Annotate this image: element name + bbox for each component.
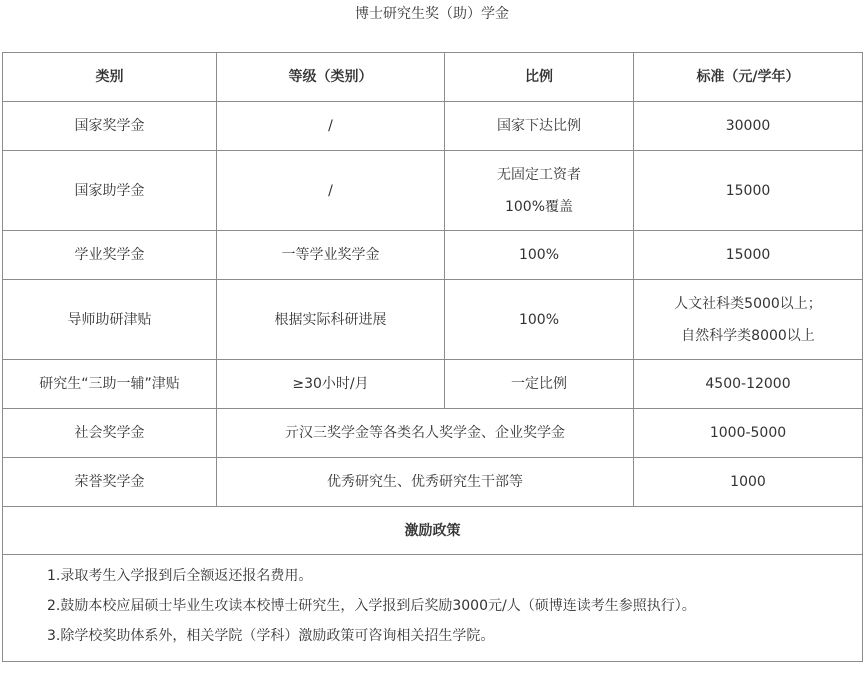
cell-standard: 15000 bbox=[634, 151, 863, 231]
cell-category: 国家奖学金 bbox=[3, 102, 217, 151]
cell-merged: 亓汉三奖学金等各类名人奖学金、企业奖学金 bbox=[217, 409, 634, 458]
cell-ratio: 100% bbox=[445, 280, 634, 360]
table-row bbox=[3, 409, 863, 458]
table-row bbox=[3, 151, 863, 231]
cell-standard bbox=[634, 280, 863, 360]
page-title: 博士研究生奖（助）学金 bbox=[355, 6, 509, 22]
table-row bbox=[3, 280, 863, 360]
table-row bbox=[3, 458, 863, 507]
cell-standard-line: 人文社科类5000以上； bbox=[674, 295, 822, 312]
cell-merged: 优秀研究生、优秀研究生干部等 bbox=[217, 458, 634, 507]
header-category: 类别 bbox=[3, 53, 217, 102]
cell-standard: 1000 bbox=[634, 458, 863, 507]
cell-standard: 4500-12000 bbox=[634, 360, 863, 409]
cell-ratio bbox=[445, 151, 634, 231]
table-row bbox=[3, 360, 863, 409]
cell-ratio-line: 无固定工资者 bbox=[497, 166, 581, 183]
cell-category: 社会奖学金 bbox=[3, 409, 217, 458]
cell-category: 学业奖学金 bbox=[3, 231, 217, 280]
cell-standard: 15000 bbox=[634, 231, 863, 280]
scholarship-table bbox=[2, 52, 863, 662]
cell-ratio: 100% bbox=[445, 231, 634, 280]
cell-ratio-line: 100%覆盖 bbox=[504, 198, 574, 215]
cell-category: 国家助学金 bbox=[3, 151, 217, 231]
cell-standard: 30000 bbox=[634, 102, 863, 151]
cell-level: 根据实际科研进展 bbox=[217, 280, 445, 360]
cell-level: / bbox=[217, 102, 445, 151]
policy-heading-row bbox=[3, 507, 863, 555]
cell-category: 导师助研津贴 bbox=[3, 280, 217, 360]
cell-ratio: 国家下达比例 bbox=[445, 102, 634, 151]
cell-category: 荣誉奖学金 bbox=[3, 458, 217, 507]
policy-list bbox=[3, 555, 863, 662]
cell-level: ≥30小时/月 bbox=[217, 360, 445, 409]
policy-item: 2.鼓励本校应届硕士毕业生攻读本校博士研究生，入学报到后奖励3000元/人（硕博连读考生参照执行）。 bbox=[47, 598, 696, 614]
cell-ratio: 一定比例 bbox=[445, 360, 634, 409]
cell-level: / bbox=[217, 151, 445, 231]
policy-item: 1.录取考生入学报到后全额返还报名费用。 bbox=[47, 568, 313, 584]
policy-item: 3.除学校奖助体系外，相关学院（学科）激励政策可咨询相关招生学院。 bbox=[47, 628, 495, 644]
cell-level: 一等学业奖学金 bbox=[217, 231, 445, 280]
header-standard: 标准（元/学年） bbox=[634, 53, 863, 102]
table-header-row bbox=[3, 53, 863, 102]
cell-standard: 1000-5000 bbox=[634, 409, 863, 458]
cell-standard-line: 自然科学类8000以上 bbox=[681, 327, 815, 344]
policy-body-row bbox=[3, 555, 863, 662]
header-ratio: 比例 bbox=[445, 53, 634, 102]
table-row bbox=[3, 102, 863, 151]
table-row bbox=[3, 231, 863, 280]
cell-category: 研究生“三助一辅”津贴 bbox=[3, 360, 217, 409]
policy-heading: 激励政策 bbox=[3, 507, 863, 555]
header-level: 等级（类别） bbox=[217, 53, 445, 102]
